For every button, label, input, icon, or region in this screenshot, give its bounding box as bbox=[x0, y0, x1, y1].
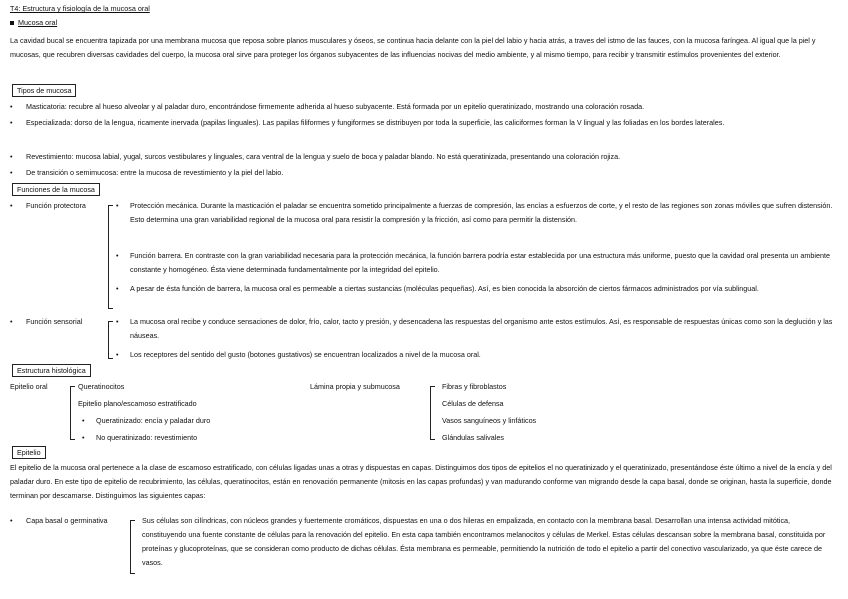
queratinizado: Queratinizado: encía y paladar duro bbox=[96, 416, 211, 425]
bullet-icon: • bbox=[116, 350, 119, 359]
bracket-capa-basal bbox=[130, 520, 135, 574]
queratinocitos: Queratinocitos bbox=[78, 382, 125, 391]
bullet-icon: • bbox=[10, 516, 13, 525]
bullet-icon: • bbox=[116, 201, 119, 210]
section-heading-estructura: Estructura histológica bbox=[12, 364, 91, 377]
bullet-icon: • bbox=[10, 102, 13, 111]
bracket-epitelio-oral bbox=[70, 386, 75, 440]
lamina-propia-label: Lámina propia y submucosa bbox=[310, 382, 400, 391]
bullet-icon: • bbox=[116, 317, 119, 326]
section-heading-funciones: Funciones de la mucosa bbox=[12, 183, 100, 196]
bracket-protectora bbox=[108, 205, 113, 309]
bullet-icon: • bbox=[10, 317, 13, 326]
funcion-barrera: Función barrera. En contraste con la gran variabilidad necesaria para la protección mecánica, la función barrera podría estar establecida por una estructura más uniforme, puesto que la cavidad oral presenta un ambiente constante y homogéneo. Ésta viene determinada fundamentalmente por la integridad del epitelio. bbox=[130, 251, 830, 274]
intro-paragraph: La cavidad bucal se encuentra tapizada por una membrana mucosa que reposa sobre planos musculares y óseos, se continua hacia delante con la piel del labio y hacia atrás, a traves del istmo de las fauces, con la mucosa faríngea. Al igual que la piel y mucosas, que recubren diversas cavidades del cuerpo, la mucosa oral sirve para proteger los órganos subyacentes de las influencias nocivas del medio ambiente, y al mismo tiempo, para recibir y transmitir estímulos provenientes del exterior. bbox=[10, 36, 816, 59]
section-heading-epitelio: Epitelio bbox=[12, 446, 46, 459]
sensorial-gusto: Los receptores del sentido del gusto (botones gustativos) se encuentran localizados a nivel de la mucosa oral. bbox=[130, 350, 481, 359]
funcion-sensorial-label: Función sensorial bbox=[26, 317, 83, 326]
no-queratinizado: No queratinizado: revestimiento bbox=[96, 433, 198, 442]
bullet-icon: • bbox=[82, 433, 85, 442]
bracket-lamina bbox=[430, 386, 435, 440]
section-heading-tipos: Tipos de mucosa bbox=[12, 84, 76, 97]
bullet-icon: • bbox=[10, 118, 13, 127]
capa-basal-text: Sus células son cilíndricas, con núcleos grandes y fuertemente cromáticos, dispuestas en una o dos hileras en empalizada, en contacto con la membrana basal. Desarrollan una intensa actividad mitótica, constituyendo una fuente constante de células para la renovación del epitelio. En esta capa también encontramos melanocitos y células de Merkel. Estas células descansan sobre la membrana basal, constituida por proteínas y glucoproteínas, que se consideran como producto de dichas células. Ésta membrana es permeable, permitiendo la nutrición de todo el epitelio a partir del conectivo vascularizado, ya que éste carece de vasos. bbox=[142, 516, 826, 567]
section-heading-mucosa: Mucosa oral bbox=[10, 16, 57, 30]
bullet-icon: • bbox=[10, 168, 13, 177]
bullet-icon: • bbox=[82, 416, 85, 425]
sensorial-sensaciones: La mucosa oral recibe y conduce sensaciones de dolor, frío, calor, tacto y presión, y desencadena las respuestas del organismo ante estos estímulos. Así, es responsable de respuestas únicas como son la deglución y las náuseas. bbox=[130, 317, 833, 340]
bullet-icon: • bbox=[116, 284, 119, 293]
bullet-icon: • bbox=[116, 251, 119, 260]
bullet-icon: • bbox=[10, 152, 13, 161]
square-bullet-icon bbox=[10, 21, 14, 25]
document-title: T4: Estructura y fisiología de la mucosa oral bbox=[10, 4, 150, 13]
epitelio-oral-label: Epitelio oral bbox=[10, 382, 48, 391]
bullet-icon: • bbox=[10, 201, 13, 210]
lamina-item: Glándulas salivales bbox=[442, 433, 504, 442]
epitelio-paragraph: El epitelio de la mucosa oral pertenece a la clase de escamoso estratificado, con células ligadas unas a otras y dispuestas en capas. Distinguimos dos tipos de epitelios el no queratinizado y el queratinizado, presentándose éste último a nivel de la encía y del paladar duro. En este tipo de epitelio de recubrimiento, las células, queratinocitos, están en renovación permanente (mitosis en las capas profundas) y van madurando conforme van migrando desde la capa basal, donde se originan, hasta la superficie, donde terminan por descamarse. Distinguimos las siguientes capas: bbox=[10, 463, 832, 500]
capa-basal-label: Capa basal o germinativa bbox=[26, 516, 108, 525]
tipo-especializada: Especializada: dorso de la lengua, ricamente inervada (papilas linguales). Las papilas filiformes y fungiformes se distribuyen por toda la superficie, las caliciformes forman la V lingual y las foliadas en los bordes laterales. bbox=[26, 118, 725, 127]
proteccion-mecanica: Protección mecánica. Durante la masticación el paladar se encuentra sometido principalmente a fuerzas de compresión, las encías a esfuerzos de corte, y el resto de las regiones son zonas móviles que sufren distensión. Esto determina una gran variabilidad regional de la mucosa oral para resistir la compresión y la fricción, así como para permitir la distensión. bbox=[130, 201, 833, 224]
tipo-transicion: De transición o semimucosa: entre la mucosa de revestimiento y la piel del labio. bbox=[26, 168, 284, 177]
lamina-item: Vasos sanguíneos y linfáticos bbox=[442, 416, 537, 425]
permeabilidad: A pesar de ésta función de barrera, la mucosa oral es permeable a ciertas sustancias (moléculas pequeñas). Así, es bien conocida la absorción de ciertos fármacos administrados por vía sublingual. bbox=[130, 284, 759, 293]
lamina-item: Células de defensa bbox=[442, 399, 504, 408]
epitelio-plano: Epitelio plano/escamoso estratificado bbox=[78, 399, 197, 408]
funcion-protectora-label: Función protectora bbox=[26, 201, 86, 210]
lamina-item: Fibras y fibroblastos bbox=[442, 382, 507, 391]
bracket-sensorial bbox=[108, 321, 113, 359]
tipo-revestimiento: Revestimiento: mucosa labial, yugal, surcos vestibulares y linguales, cara ventral de la lengua y suelo de boca y paladar blando. No está queratinizada, presentando una coloración rojiza. bbox=[26, 152, 621, 161]
tipo-masticatoria: Masticatoria: recubre al hueso alveolar y al paladar duro, encontrándose firmemente adherida al hueso subyacente. Está formada por un epitelio queratinizado, mostrando una coloración rosada. bbox=[26, 102, 645, 111]
